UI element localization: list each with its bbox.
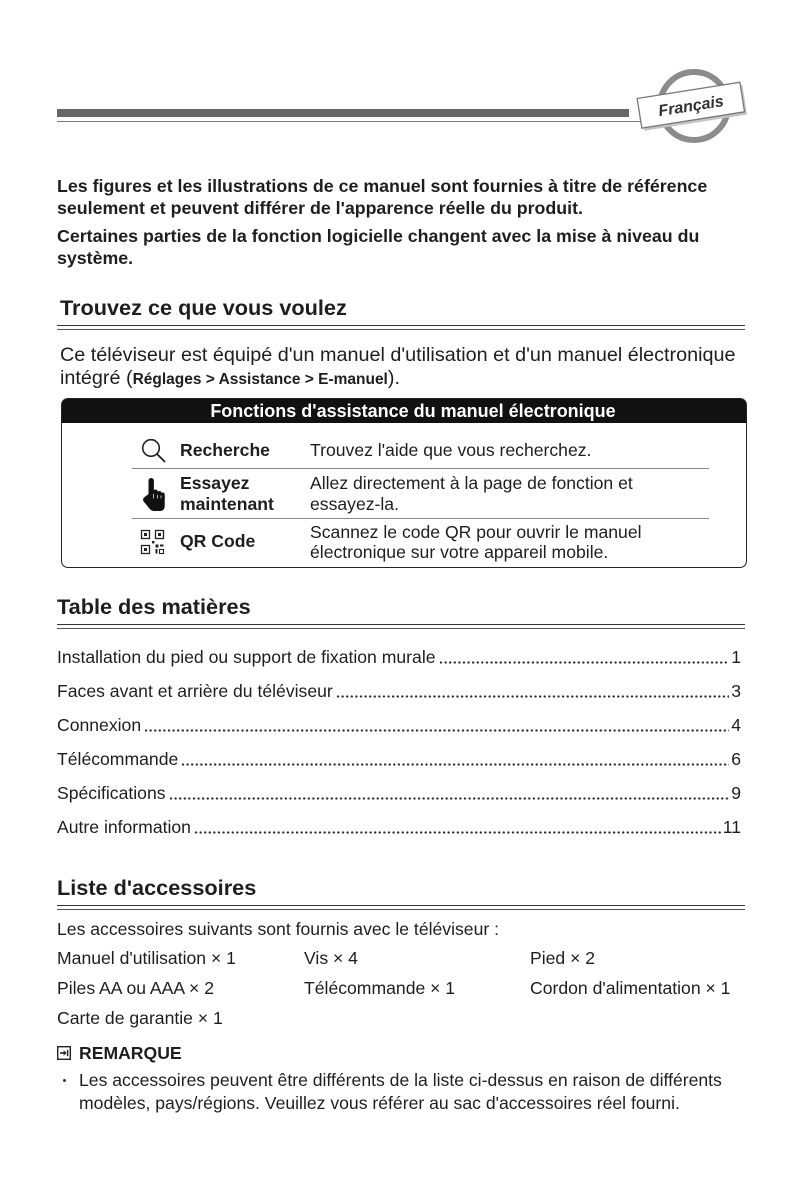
row-divider: [132, 518, 709, 519]
label-line: Recherche: [180, 440, 270, 460]
description-line: électronique sur votre appareil mobile.: [310, 542, 609, 562]
toc-entry-title: Faces avant et arrière du téléviseur: [57, 681, 333, 701]
toc-entry: [57, 816, 741, 838]
description-line: Allez directement à la page de fonction et: [310, 473, 633, 493]
label-line: QR Code: [180, 531, 256, 551]
toc-entry: [57, 748, 741, 770]
toc-entry-page: 9: [731, 783, 741, 803]
toc-entry-page: 4: [731, 715, 741, 735]
row-description-try-now: [310, 473, 633, 515]
intro-paragraph-figures: [57, 175, 707, 219]
toc-entry: [57, 782, 741, 804]
note-label: REMARQUE: [79, 1043, 182, 1063]
description-line: Scannez le code QR pour ouvrir le manuel: [310, 522, 642, 542]
toc-entry-title: Spécifications: [57, 783, 166, 803]
note-line: modèles, pays/régions. Veuillez vous référer au sac d'accessoires réel fourni.: [79, 1093, 680, 1113]
toc-dot-leader: [439, 646, 730, 668]
emanual-intro-line: Ce téléviseur est équipé d'un manuel d'utilisation et d'un manuel électronique: [60, 343, 736, 366]
toc-entry-title: Connexion: [57, 715, 142, 735]
badge-label: Français: [657, 93, 725, 121]
label-line: Essayez: [180, 473, 250, 493]
language-badge: [628, 60, 752, 150]
accessory-item: Cordon d'alimentation × 1: [530, 978, 731, 998]
qr-code-icon: [140, 529, 165, 555]
accessory-item: Piles AA ou AAA × 2: [57, 978, 214, 998]
toc-dot-leader: [194, 816, 721, 838]
bullet-dot: [63, 1079, 66, 1082]
section-rule: [57, 905, 745, 910]
accessory-item: Pied × 2: [530, 948, 596, 968]
section-heading-accessories: Liste d'accessoires: [57, 875, 257, 900]
hand-pointer-icon: [140, 476, 167, 513]
toc-dot-leader: [169, 782, 730, 804]
row-label-try-now: [180, 473, 274, 515]
row-description-search: [310, 440, 591, 461]
toc-entry: [57, 714, 741, 736]
menu-path: Réglages > Assistance > E-manuel: [132, 370, 388, 388]
intro-line: Les figures et les illustrations de ce manuel sont fournies à titre de référence: [57, 176, 708, 196]
section-rule: [57, 624, 745, 629]
accessory-item: Télécommande × 1: [304, 978, 456, 998]
intro-line: Certaines parties de la fonction logicielle changent avec la mise à niveau du: [57, 226, 700, 246]
toc-entry-page: 3: [731, 681, 741, 701]
accessories-intro: Les accessoires suivants sont fournis avec le téléviseur :: [57, 919, 500, 939]
toc-dot-leader: [181, 748, 729, 770]
search-icon: [140, 438, 166, 464]
toc-entry-page: 11: [722, 817, 741, 837]
description-line: essayez-la.: [310, 494, 399, 514]
section-heading-toc: Table des matières: [57, 594, 251, 619]
toc-dot-leader: [144, 714, 729, 736]
text-suffix: ).: [387, 366, 400, 389]
row-label-search: [180, 440, 270, 461]
intro-line: système.: [57, 248, 134, 268]
table-title: Fonctions d'assistance du manuel électronique: [62, 399, 746, 423]
row-label-qr-code: [180, 531, 255, 552]
intro-line: seulement et peuvent différer de l'apparence réelle du produit.: [57, 198, 583, 218]
header-bar: [57, 109, 629, 117]
accessory-item: Manuel d'utilisation × 1: [57, 948, 236, 968]
toc-entry-title: Installation du pied ou support de fixation murale: [57, 647, 436, 667]
note-line: Les accessoires peuvent être différents de la liste ci-dessus en raison de différents: [79, 1070, 722, 1090]
emanual-functions-table: [61, 398, 747, 568]
emanual-intro-line: [60, 367, 400, 391]
toc-entry-page: 6: [731, 749, 741, 769]
header-rule: [57, 121, 649, 122]
toc-entry: [57, 646, 741, 668]
note-arrow-icon: [57, 1046, 71, 1060]
intro-paragraph-software: [57, 225, 699, 269]
toc-entry-page: 1: [731, 647, 741, 667]
accessory-item: Vis × 4: [304, 948, 358, 968]
toc-entry: [57, 680, 741, 702]
row-description-qr-code: [310, 522, 642, 562]
section-heading-find: Trouvez ce que vous voulez: [60, 295, 347, 320]
accessory-item: Carte de garantie × 1: [57, 1008, 223, 1028]
label-line: maintenant: [180, 494, 274, 514]
section-rule: [57, 325, 745, 330]
toc-dot-leader: [336, 680, 729, 702]
toc-entry-title: Télécommande: [57, 749, 179, 769]
description-line: Trouvez l'aide que vous recherchez.: [310, 440, 592, 460]
text-prefix: intégré (: [60, 366, 133, 389]
row-divider: [132, 468, 709, 469]
toc-entry-title: Autre information: [57, 817, 191, 837]
